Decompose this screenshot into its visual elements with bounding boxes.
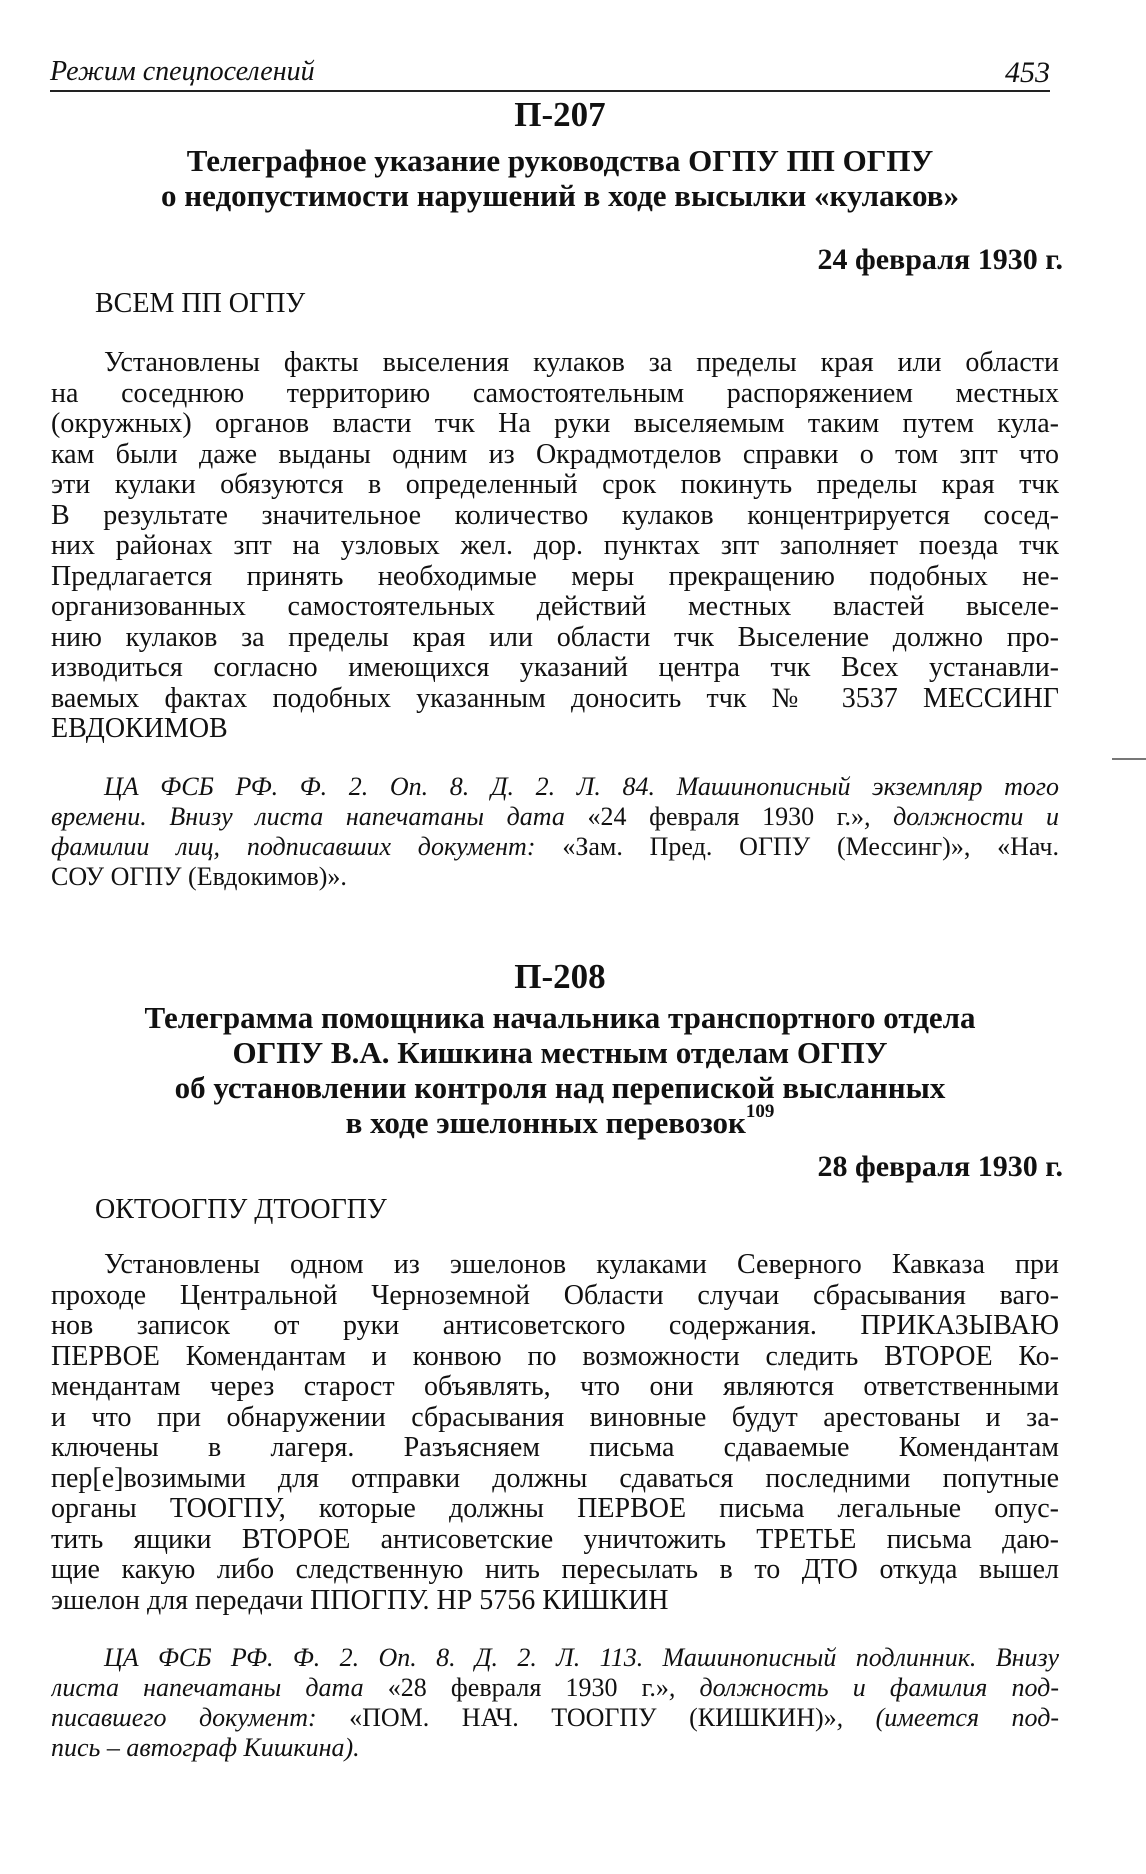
document-body — [51, 348, 1059, 745]
body-line: нов записок от руки антисоветского содержания. ПРИКАЗЫВАЮ — [51, 1311, 1059, 1341]
source-text: пись – автограф Кишкина). — [51, 1733, 360, 1762]
document-title-text: в ходе эшелонных перевозок — [345, 1105, 746, 1140]
body-line: В результате значительное количество кулаков концентрируется сосед- — [51, 500, 1059, 531]
source-line — [51, 1733, 1059, 1763]
body-line: тить ящики ВТОРОЕ антисоветские уничтожить ТРЕТЬЕ письма даю- — [51, 1524, 1059, 1555]
source-text: , должности и — [863, 802, 1059, 831]
source-line — [51, 832, 1059, 862]
page-number: 453 — [1005, 56, 1050, 89]
source-quoted-date: «24 февраля 1930 г.» — [587, 802, 864, 831]
body-line: проходе Центральной Черноземной Области случаи сбрасывания ваго- — [51, 1280, 1059, 1311]
running-title: Режим спецпоселений — [50, 56, 315, 87]
body-line: ключены в лагеря. Разъясняем письма сдаваемые Комендантам — [51, 1433, 1059, 1463]
body-line: ваемых фактах подобных указанным доносить тчк № 3537 МЕССИНГ — [51, 683, 1059, 714]
source-text: времени. Внизу листа напечатаны дата — [51, 802, 588, 831]
source-text: ЦА ФСБ РФ. Ф. 2. Оп. 8. Д. 2. Л. 84. Машинописный экземпляр того — [104, 772, 1059, 801]
document-number: П-207 — [514, 95, 606, 134]
body-line: нию кулаков за пределы края или области тчк Выселение должно про- — [51, 622, 1059, 653]
document-date: 24 февраля 1930 г. — [817, 243, 1063, 276]
body-line: эти кулаки обязуются в определенный срок покинуть пределы края тчк — [51, 470, 1059, 500]
document-title-line: Телеграмма помощника начальника транспортного отдела — [144, 1000, 976, 1035]
source-quoted-signatories: «Зам. Пред. ОГПУ (Мессинг)», «Нач. — [562, 832, 1059, 861]
document-title-line — [60, 1101, 1060, 1145]
source-text: , (имеется под- — [836, 1703, 1059, 1732]
source-text: писавшего документ: — [51, 1703, 350, 1732]
document-title-line: о недопустимости нарушений в ходе высылки «кулаков» — [160, 178, 959, 213]
document-number: П-208 — [514, 957, 606, 996]
body-line: щие какую либо следственную нить пересылать в то ДТО откуда вышел — [51, 1555, 1059, 1585]
document-title-line: об установлении контроля над перепиской высланных — [174, 1070, 946, 1105]
source-note — [51, 1643, 1059, 1763]
body-line: мендантам через старост объявлять, что они являются ответственными — [51, 1372, 1059, 1402]
source-line — [51, 772, 1059, 802]
document-body — [51, 1250, 1059, 1616]
body-line: Установлены факты выселения кулаков за пределы края или области — [104, 348, 1059, 378]
body-line: пер[е]возимыми для отправки должны сдаваться последними попутные — [51, 1463, 1059, 1494]
body-line: ЕВДОКИМОВ — [51, 713, 228, 744]
body-line: кам были даже выданы одним из Окрадмотделов справки о том зпт что — [51, 439, 1059, 470]
source-line — [51, 802, 1059, 832]
body-line: органы ТООГПУ, которые должны ПЕРВОЕ письма легальные опус- — [51, 1494, 1059, 1524]
document-title — [60, 1000, 1060, 1145]
source-line: СОУ ОГПУ (Евдокимов)». — [51, 862, 347, 891]
body-line: эшелон для передачи ППОГПУ. НР 5756 КИШКИН — [51, 1584, 669, 1616]
footnote-reference: 109 — [745, 1101, 775, 1122]
source-quoted-date: «28 февраля 1930 г.» — [387, 1673, 669, 1702]
source-quoted-signatory: «ПОМ. НАЧ. ТООГПУ (КИШКИН)» — [349, 1703, 837, 1732]
body-line: и что при обнаружении сбрасывания виновные будут арестованы и за- — [51, 1402, 1059, 1433]
source-text: ЦА ФСБ РФ. Ф. 2. Оп. 8. Д. 2. Л. 113. Машинописный подлинник. Внизу — [104, 1643, 1059, 1672]
source-note — [51, 772, 1059, 892]
body-line: (окружных) органов власти тчк На руки выселяемым таким путем кула- — [51, 409, 1059, 439]
document-address: ВСЕМ ПП ОГПУ — [95, 288, 306, 319]
source-text: фамилии лиц, подписавших документ: — [51, 832, 563, 861]
source-line — [51, 1643, 1059, 1673]
source-text: листа напечатаны дата — [51, 1673, 388, 1702]
source-text: , должность и фамилия под- — [668, 1673, 1059, 1702]
document-address: ОКТООГПУ ДТООГПУ — [95, 1194, 387, 1225]
document-title-line: Телеграфное указание руководства ОГПУ ПП ОГПУ — [186, 143, 934, 178]
running-head — [50, 44, 1050, 92]
document-title-line: ОГПУ В.А. Кишкина местным отделам ОГПУ — [232, 1035, 888, 1070]
body-line: Предлагается принять необходимые меры прекращению подобных не- — [51, 561, 1059, 592]
body-line: Установлены одном из эшелонов кулаками Северного Кавказа при — [104, 1250, 1059, 1280]
body-line: ПЕРВОЕ Комендантам и конвою по возможности следить ВТОРОЕ Ко- — [51, 1341, 1059, 1372]
margin-mark — [1112, 758, 1146, 760]
body-line: организованных самостоятельных действий местных властей выселе- — [51, 592, 1059, 622]
body-line: изводиться согласно имеющихся указаний центра тчк Всех устанавли- — [51, 653, 1059, 683]
body-line: них районах зпт на узловых жел. дор. пунктах зпт заполняет поезда тчк — [51, 531, 1059, 561]
body-line: на соседнюю территорию самостоятельным распоряжением местных — [51, 378, 1059, 409]
source-line — [51, 1703, 1059, 1733]
document-title — [60, 143, 1060, 213]
source-line — [51, 1673, 1059, 1703]
document-date: 28 февраля 1930 г. — [817, 1150, 1063, 1183]
